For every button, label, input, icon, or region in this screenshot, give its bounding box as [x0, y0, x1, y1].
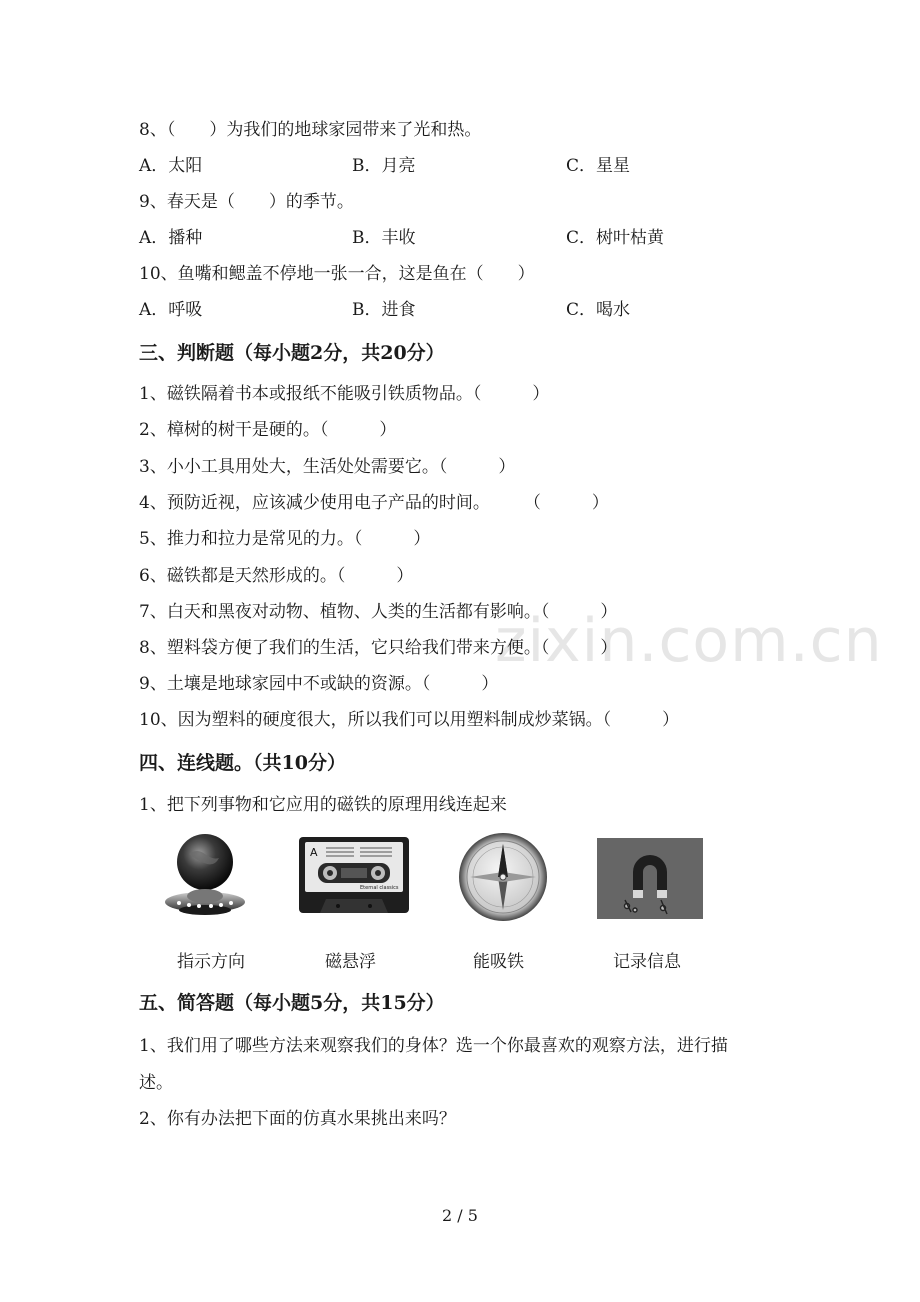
short-answer-2: 2、你有办法把下面的仿真水果挑出来吗？	[139, 1109, 456, 1129]
caption-direction: 指示方向	[177, 952, 245, 972]
question-8: 8、（ ）为我们的地球家园带来了光和热。	[139, 120, 482, 140]
q10-option-c: C．喝水	[566, 300, 631, 320]
maglev-globe-picture	[163, 832, 247, 922]
judgment-item-5: 5、推力和拉力是常见的力。（ ）	[139, 529, 431, 549]
q9-option-c: C．树叶枯黄	[566, 228, 665, 248]
matching-question-1: 1、把下列事物和它应用的磁铁的原理用线连起来	[139, 795, 507, 815]
judgment-item-3: 3、小小工具用处大，生活处处需要它。（ ）	[139, 457, 516, 477]
cassette-tape-picture	[298, 836, 410, 916]
caption-attract-iron: 能吸铁	[473, 952, 524, 972]
section-4-title: 四、连线题。（共10分）	[139, 752, 346, 774]
compass-picture	[458, 832, 548, 922]
caption-record-info: 记录信息	[613, 952, 681, 972]
judgment-item-4: 4、预防近视，应该减少使用电子产品的时间。 （ ）	[139, 493, 609, 513]
q9-option-b: B．丰收	[352, 228, 416, 248]
q9-option-a: A．播种	[139, 228, 203, 248]
q8-option-c: C．星星	[566, 156, 631, 176]
short-answer-1-line-2: 述。	[139, 1073, 173, 1093]
judgment-item-9: 9、土壤是地球家园中不或缺的资源。（ ）	[139, 674, 499, 694]
q10-option-b: B．进食	[352, 300, 416, 320]
question-10: 10、鱼嘴和鳃盖不停地一张一合，这是鱼在（ ）	[139, 264, 535, 284]
watermark: zixin.com.cn	[495, 606, 883, 676]
judgment-item-6: 6、磁铁都是天然形成的。（ ）	[139, 566, 414, 586]
q8-option-b: B．月亮	[352, 156, 416, 176]
q10-option-a: A．呼吸	[139, 300, 203, 320]
cassette-brand-label: Eternal classics	[360, 885, 399, 891]
judgment-item-8: 8、塑料袋方便了我们的生活，它只给我们带来方便。（ ）	[139, 638, 618, 658]
q8-option-a: A．太阳	[139, 156, 203, 176]
judgment-item-2: 2、樟树的树干是硬的。（ ）	[139, 420, 397, 440]
short-answer-1-line-1: 1、我们用了哪些方法来观察我们的身体？选一个你最喜欢的观察方法，进行描	[139, 1036, 728, 1056]
question-9: 9、春天是（ ）的季节。	[139, 192, 354, 212]
caption-maglev: 磁悬浮	[325, 952, 376, 972]
section-3-title: 三、判断题（每小题2分，共20分）	[139, 342, 445, 364]
judgment-item-10: 10、因为塑料的硬度很大，所以我们可以用塑料制成炒菜锅。（ ）	[139, 710, 680, 730]
cassette-side-label: A	[310, 846, 318, 859]
section-5-title: 五、简答题（每小题5分，共15分）	[139, 992, 445, 1014]
judgment-item-7: 7、白天和黑夜对动物、植物、人类的生活都有影响。（ ）	[139, 602, 618, 622]
page-number: 2 / 5	[442, 1206, 478, 1225]
horseshoe-magnet-picture	[597, 838, 703, 919]
judgment-item-1: 1、磁铁隔着书本或报纸不能吸引铁质物品。（ ）	[139, 384, 550, 404]
